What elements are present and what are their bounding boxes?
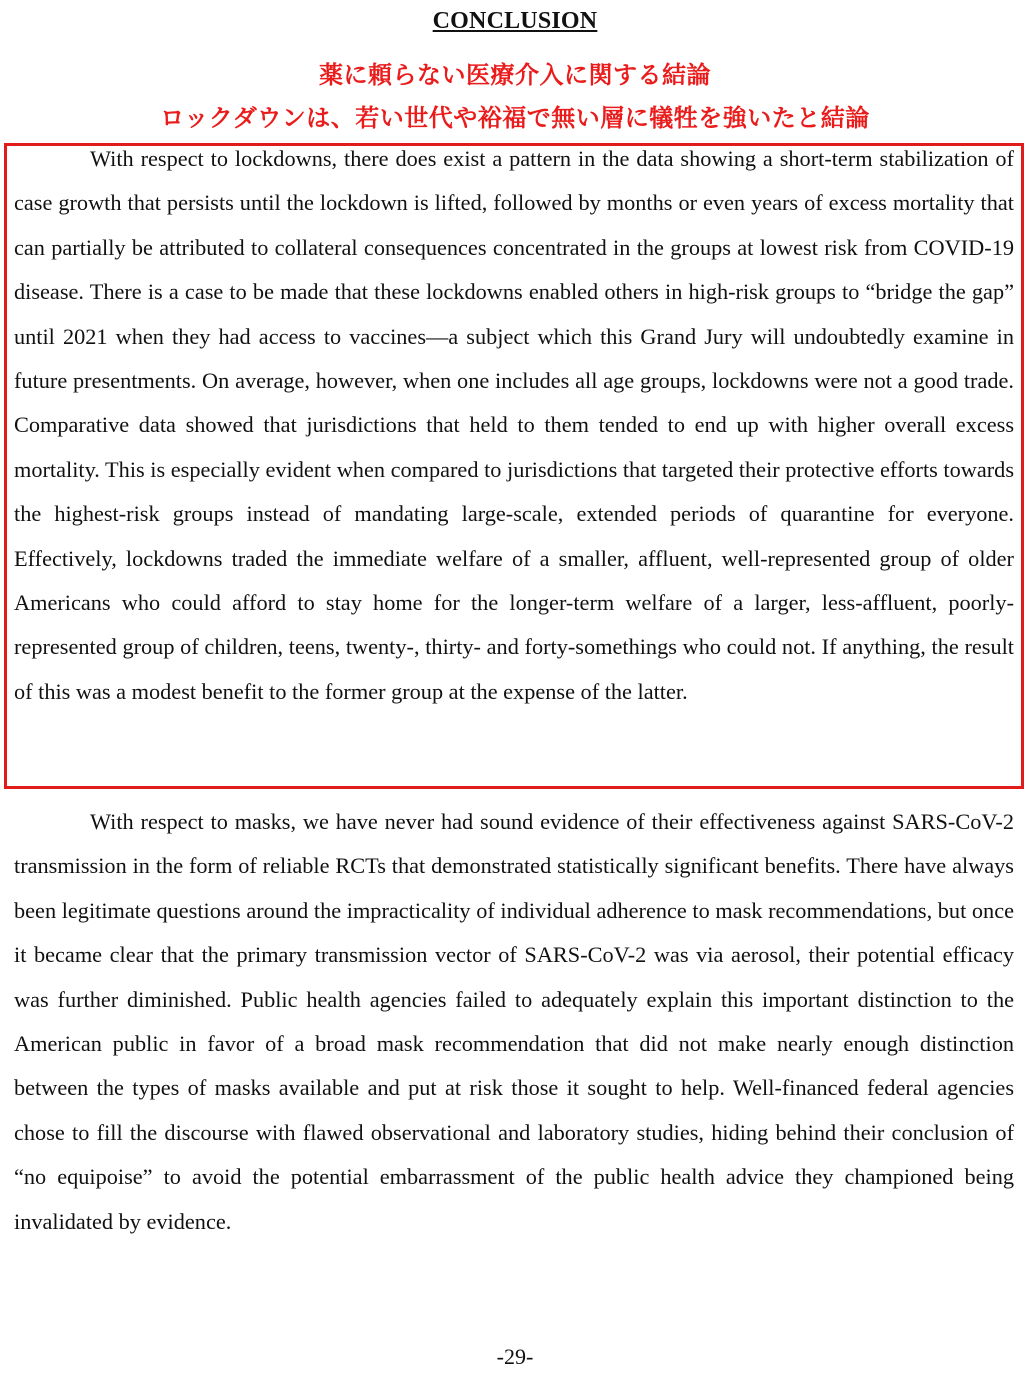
section-heading: CONCLUSION — [432, 8, 598, 34]
page-number: -29- — [496, 1344, 534, 1369]
annotation-line-2: ロックダウンは、若い世代や裕福で無い層に犠牲を強いたと結論 — [160, 104, 870, 132]
paragraph-lockdowns: With respect to lockdowns, there does exist a pattern in the data showing a short-term stabilization of case growth that persists until the lockdown is lifted, followed by months or even years of excess mortality that can partially be attributed to collateral consequences concentrated in the groups at lowest risk from COVID-19 disease. There is a case to be made that these lockdowns enabled others in high-risk groups to “bridge the gap” until 2021 when they had access to vaccines—a subject which this Grand Jury will undoubtedly examine in future presentments. On average, however, when one includes all age groups, lockdowns were not a good trade. Comparative data showed that jurisdictions that held to them tended to end up with higher overall excess mortality. This is especially evident when compared to jurisdictions that targeted their protective efforts towards the highest-risk groups instead of mandating large-scale, extended periods of quarantine for everyone. Effectively, lockdowns traded the immediate welfare of a smaller, affluent, well-represented group of older Americans who could afford to stay home for the longer-term welfare of a larger, less-affluent, poorly-represented group of children, teens, twenty-, thirty- and forty-somethings who could not. If anything, the result of this was a modest benefit to the former group at the expense of the latter. — [14, 146, 1014, 704]
annotation-line-1: 薬に頼らない医療介入に関する結論 — [319, 61, 711, 89]
paragraph-masks: With respect to masks, we have never had sound evidence of their effectiveness against SARS-CoV-2 transmission in the form of reliable RCTs that demonstrated statistically significant benefits. There have always been legitimate questions around the impracticality of individual adherence to mask recommendations, but once it became clear that the primary transmission vector of SARS-CoV-2 was via aerosol, their potential efficacy was further diminished. Public health agencies failed to adequately explain this important distinction to the American public in favor of a broad mask recommendation that did not make nearly enough distinction between the types of masks available and put at risk those it sought to help. Well-financed federal agencies chose to fill the discourse with flawed observational and laboratory studies, hiding behind their conclusion of “no equipoise” to avoid the potential embarrassment of the public health advice they championed being invalidated by evidence. — [14, 809, 1014, 1234]
